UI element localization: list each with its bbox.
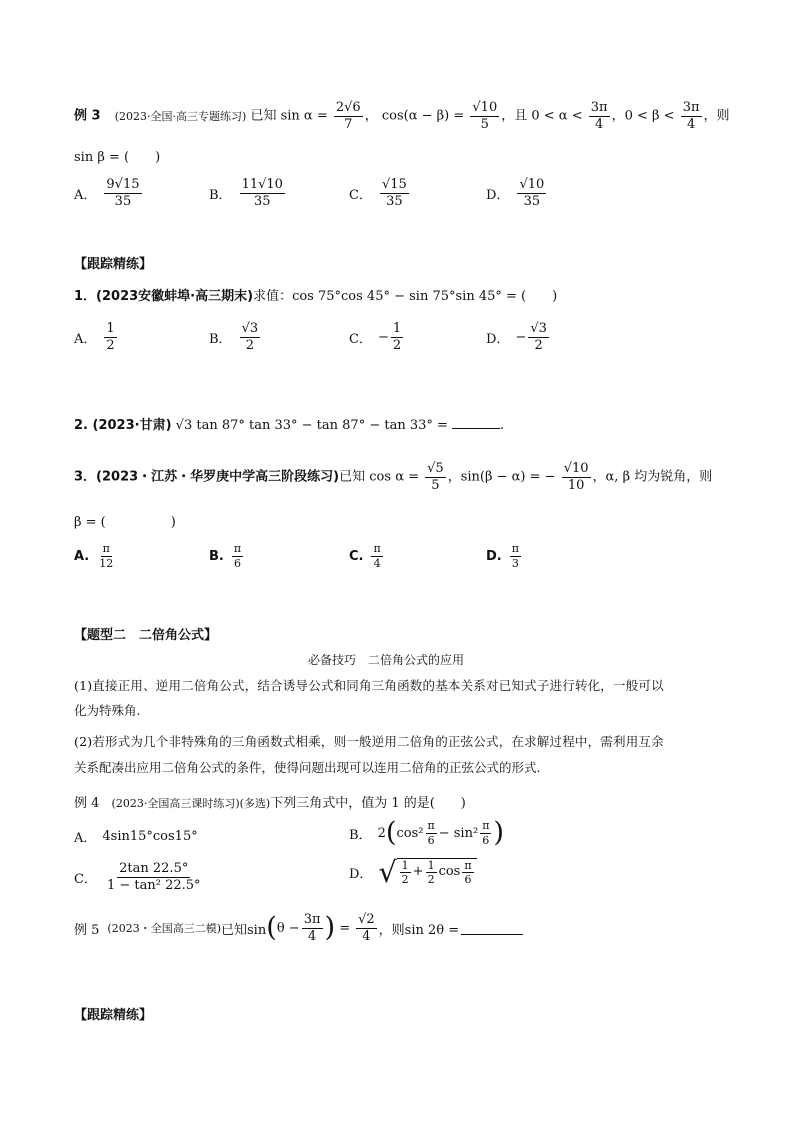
answer-blank[interactable] <box>452 428 500 429</box>
option-b[interactable]: B． $\frac{11√10}{35}$ <box>209 177 283 209</box>
example-label: 例 3 <box>74 108 101 124</box>
example-3-line1: 例 3 (2023·全国·高三专题练习) 已知 sin α = $\frac{2√6}{7}$ ， cos(α − β) = $\frac{√10}{5}$ ，且 0 < α < $\frac{3\pi}{4}$ ，0 < β < $\frac{3\pi}{4}$ ，则 <box>74 100 730 132</box>
paragraph: 关系配凑出应用二倍角公式的条件，使得问题出现可以连用二倍角的正弦公式的形式. <box>74 760 541 775</box>
option-d[interactable]: D． √ $\frac{1}{2}$ + $\frac{1}{2}$ cos $\frac{\pi}{6}$ <box>349 858 477 887</box>
skill-title: 必备技巧 二倍角公式的应用 <box>308 653 465 667</box>
option-c[interactable]: C． $\frac{√15}{35}$ <box>349 177 407 209</box>
option-b[interactable]: B． $\frac{√3}{2}$ <box>209 321 259 353</box>
option-a[interactable]: A． $\frac{1}{2}$ <box>74 321 115 353</box>
option-b[interactable]: B. $\frac{\pi}{6}$ <box>209 542 242 570</box>
option-d[interactable]: D. $\frac{\pi}{3}$ <box>486 542 519 570</box>
paragraph: (2)若形式为几个非特殊角的三角函数式相乘，则一般逆用二倍角的正弦公式，在求解过程中，需利用互余 <box>74 734 664 749</box>
question-3: 3．(2023・江苏・华罗庚中学高三阶段练习)已知 cos α = $\frac{√5}{5}$ ，sin(β − α) = − $\frac{√10}{10}$ ，α, β 均为锐角，则 <box>74 461 713 493</box>
fraction: $\frac{3\pi}{4}$ <box>590 100 608 132</box>
question-source: (2023·全国·高三专题练习) <box>114 109 247 123</box>
question-3-ask: β = ( ) <box>74 515 176 530</box>
question-text: 已知 <box>250 108 277 124</box>
example-3-ask: sin β = ( ) <box>74 150 161 165</box>
section-heading: 【跟踪精练】 <box>74 1008 153 1023</box>
fraction: $\frac{2√6}{7}$ <box>335 100 361 132</box>
question-1: 1．(2023安徽蚌埠·高三期末)求值：cos 75°cos 45° − sin 75°sin 45° = ( ) <box>74 289 558 304</box>
option-d[interactable]: D． $\frac{√10}{35}$ <box>486 177 545 209</box>
fraction: $\frac{3\pi}{4}$ <box>682 100 700 132</box>
option-a[interactable]: A． 4sin15°cos15° <box>74 829 198 846</box>
sqrt-expression: √ $\frac{1}{2}$ + $\frac{1}{2}$ cos $\frac{\pi}{6}$ <box>378 858 476 887</box>
answer-blank[interactable] <box>461 934 523 935</box>
fraction: $\frac{√10}{5}$ <box>472 100 498 132</box>
example-4: 例 4 (2023·全国高三课时练习)(多选)下列三角式中，值为 1 的是( ) <box>74 796 466 811</box>
example-5: 例 5 (2023・全国高三二模) 已知sin ( θ − $\frac{3\pi}{4}$ ) = $\frac{√2}{4}$ ，则sin 2θ = <box>74 913 523 943</box>
option-d[interactable]: D． − $\frac{√3}{2}$ <box>486 321 547 353</box>
option-c[interactable]: C． $\frac{2\tan 22.5^\circ}{\text{1 − tan² 22.5°}}$ <box>74 861 201 893</box>
paragraph: (1)直接正用、逆用二倍角公式，结合诱导公式和同角三角函数的基本关系对已知式子进行转化，一般可以 <box>74 678 664 693</box>
question-2: 2. (2023·甘肃) √3 tan 87° tan 33° − tan 87° − tan 33° = . <box>74 418 505 433</box>
option-c[interactable]: C. $\frac{\pi}{4}$ <box>349 542 381 570</box>
option-b[interactable]: B． 2 ( cos² $\frac{\pi}{6}$ − sin² $\frac{\pi}{6}$ ) <box>349 816 505 848</box>
option-c[interactable]: C． − $\frac{1}{2}$ <box>349 321 402 353</box>
option-a[interactable]: A． $\frac{9√15}{35}$ <box>74 177 140 209</box>
option-a[interactable]: A. $\frac{\pi}{12}$ <box>74 542 114 570</box>
paragraph: 化为特殊角. <box>74 703 141 718</box>
section-heading: 【跟踪精练】 <box>74 257 153 272</box>
section-heading: 【题型二 二倍角公式】 <box>74 628 218 643</box>
